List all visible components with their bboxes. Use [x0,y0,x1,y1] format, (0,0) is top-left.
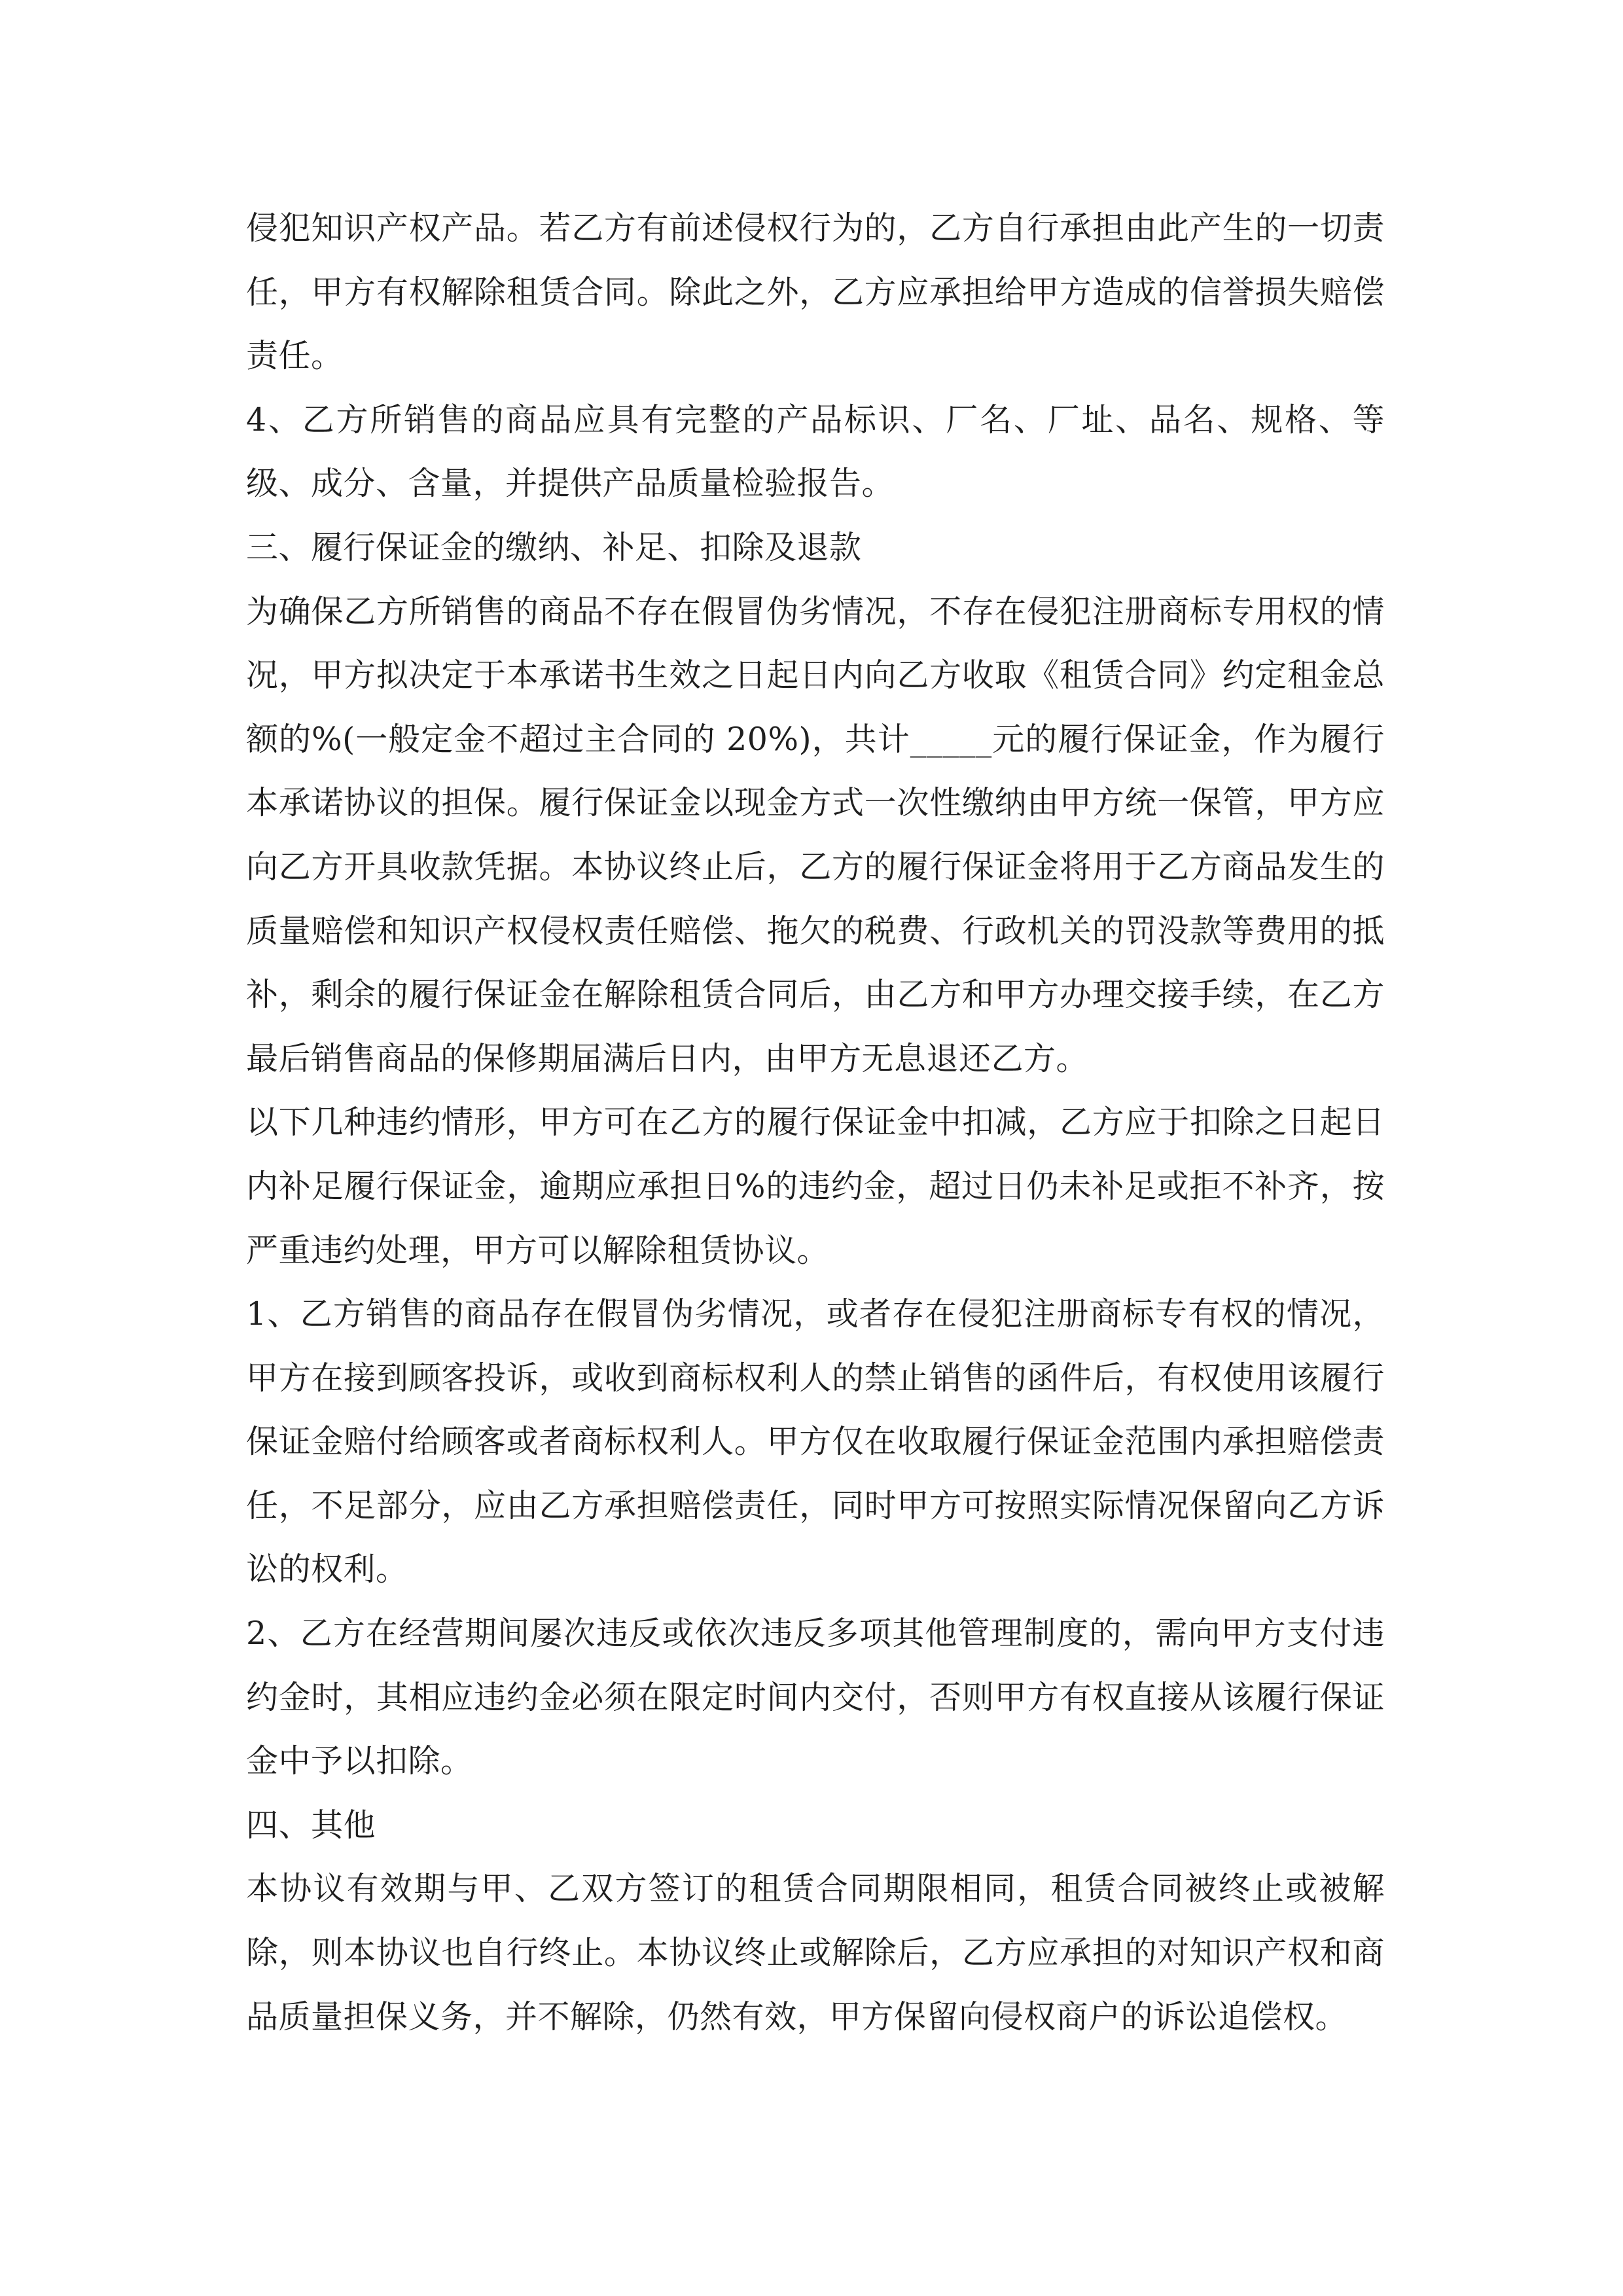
section-heading-other: 四、其他 [246,1806,376,1844]
section-heading-performance-deposit: 三、履行保证金的缴纳、补足、扣除及退款 [246,528,862,566]
paragraph-deposit-terms: 为确保乙方所销售的商品不存在假冒伪劣情况，不存在侵犯注册商标专用权的情况，甲方拟决定于本承诺书生效之日起日内向乙方收取《租赁合同》约定租金总额的%(一般定金不超过主合同的 20%)，共计_____元的履行保证金，作为履行本承诺协议的担保。履行保证金以现金方式一次性缴纳由甲方统一保管，甲方应向乙方开具收款凭据。本协议终止后，乙方的履行保证金将用于乙方商品发生的质量赔偿和知识产权侵权责任赔偿、拖欠的税费、行政机关的罚没款等费用的抵补，剩余的履行保证金在解除租赁合同后，由乙方和甲方办理交接手续，在乙方最后销售商品的保修期届满后日内，由甲方无息退还乙方。 [246,592,1385,1077]
paragraph-deduction-item-1: 1、乙方销售的商品存在假冒伪劣情况，或者存在侵犯注册商标专有权的情况，甲方在接到顾客投诉，或收到商标权利人的禁止销售的函件后，有权使用该履行保证金赔付给顾客或者商标权利人。甲方仅在收取履行保证金范围内承担赔偿责任，不足部分，应由乙方承担赔偿责任，同时甲方可按照实际情况保留向乙方诉讼的权利。 [246,1295,1385,1588]
paragraph-infringement-liability: 侵犯知识产权产品。若乙方有前述侵权行为的，乙方自行承担由此产生的一切责任，甲方有权解除租赁合同。除此之外，乙方应承担给甲方造成的信誉损失赔偿责任。 [246,209,1385,375]
paragraph-validity-term: 本协议有效期与甲、乙双方签订的租赁合同期限相同，租赁合同被终止或被解除，则本协议也自行终止。本协议终止或解除后，乙方应承担的对知识产权和商品质量担保义务，并不解除，仍然有效，甲方保留向侵权商户的诉讼追偿权。 [246,1870,1385,2036]
paragraph-deduction-item-2: 2、乙方在经营期间屡次违反或依次违反多项其他管理制度的，需向甲方支付违约金时，其相应违约金必须在限定时间内交付，否则甲方有权直接从该履行保证金中予以扣除。 [246,1615,1385,1780]
document-body [246,196,1385,2049]
paragraph-clause-4-product-labeling: 4、乙方所销售的商品应具有完整的产品标识、厂名、厂址、品名、规格、等级、成分、含量，并提供产品质量检验报告。 [246,401,1385,503]
paragraph-breach-deductions: 以下几种违约情形，甲方可在乙方的履行保证金中扣减，乙方应于扣除之日起日内补足履行保证金，逾期应承担日%的违约金，超过日仍未补足或拒不补齐，按严重违约处理，甲方可以解除租赁协议。 [246,1103,1385,1269]
